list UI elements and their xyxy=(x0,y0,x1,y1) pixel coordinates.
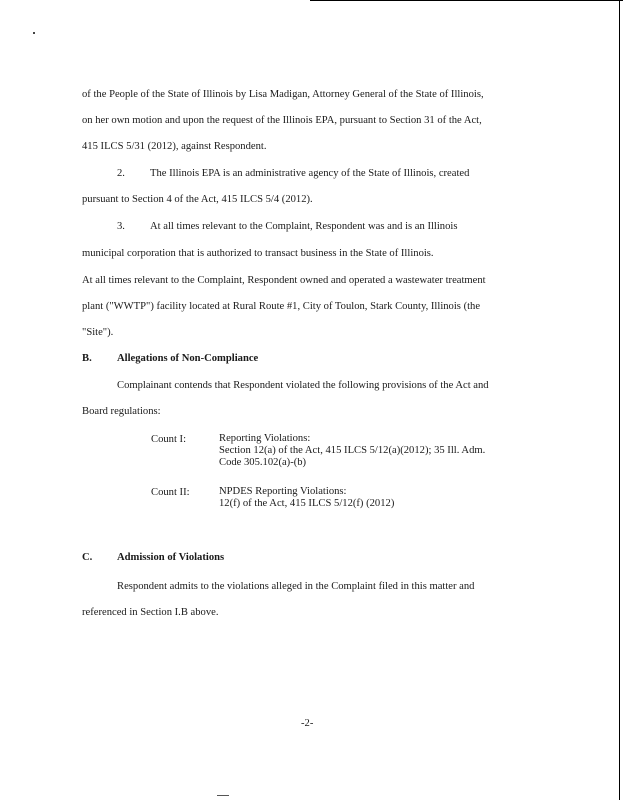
paragraph-1-line-2: on her own motion and upon the request of the Illinois EPA, pursuant to Section 31 of the Act, xyxy=(82,115,482,126)
count-2-line-1: NPDES Reporting Violations: xyxy=(219,486,347,497)
item-3-line-2: municipal corporation that is authorized to transact business in the State of Illinois. xyxy=(82,248,434,259)
scan-speck xyxy=(33,32,35,34)
item-2-number: 2. xyxy=(117,168,125,179)
count-2-detail xyxy=(219,486,519,510)
count-1-detail xyxy=(219,433,519,469)
scan-border-right xyxy=(619,0,620,800)
item-3-line-4: plant ("WWTP") facility located at Rural Route #1, City of Toulon, Stark County, Illinois (the xyxy=(82,301,481,312)
count-2-label: Count II: xyxy=(151,487,190,498)
item-3-line-1: At all times relevant to the Complaint, Respondent was and is an Illinois xyxy=(150,221,458,232)
section-c-line-1: Respondent admits to the violations alleged in the Complaint filed in this matter and xyxy=(117,581,475,592)
scan-mark-bottom xyxy=(217,795,229,796)
paragraph-1-line-3: 415 ILCS 5/31 (2012), against Respondent. xyxy=(82,141,267,152)
count-2-line-2: 12(f) of the Act, 415 ILCS 5/12(f) (2012) xyxy=(219,498,395,509)
section-c-letter: C. xyxy=(82,552,93,563)
count-1-line-1: Reporting Violations: xyxy=(219,433,311,444)
paragraph-1-line-1: of the People of the State of Illinois by Lisa Madigan, Attorney General of the State of Illinois, xyxy=(82,89,484,100)
item-2-line-1: The Illinois EPA is an administrative agency of the State of Illinois, created xyxy=(150,168,470,179)
section-b-intro-line-2: Board regulations: xyxy=(82,406,161,417)
page-number: -2- xyxy=(301,718,314,729)
section-c-line-2: referenced in Section I.B above. xyxy=(82,607,219,618)
count-1-line-2: Section 12(a) of the Act, 415 ILCS 5/12(a)(2012); 35 Ill. Adm. xyxy=(219,445,486,456)
item-3-line-5: "Site"). xyxy=(82,327,114,338)
item-2-line-2: pursuant to Section 4 of the Act, 415 ILCS 5/4 (2012). xyxy=(82,194,313,205)
scan-border-top xyxy=(310,0,623,1)
count-1-label: Count I: xyxy=(151,434,187,445)
item-3-line-3: At all times relevant to the Complaint, Respondent owned and operated a wastewater treatment xyxy=(82,275,486,286)
section-b-title: Allegations of Non-Compliance xyxy=(117,353,259,364)
item-3-number: 3. xyxy=(117,221,125,232)
count-1-line-3: Code 305.102(a)-(b) xyxy=(219,457,307,468)
section-b-intro-line-1: Complainant contends that Respondent violated the following provisions of the Act and xyxy=(117,380,489,391)
section-b-letter: B. xyxy=(82,353,92,364)
section-c-title: Admission of Violations xyxy=(117,552,225,563)
